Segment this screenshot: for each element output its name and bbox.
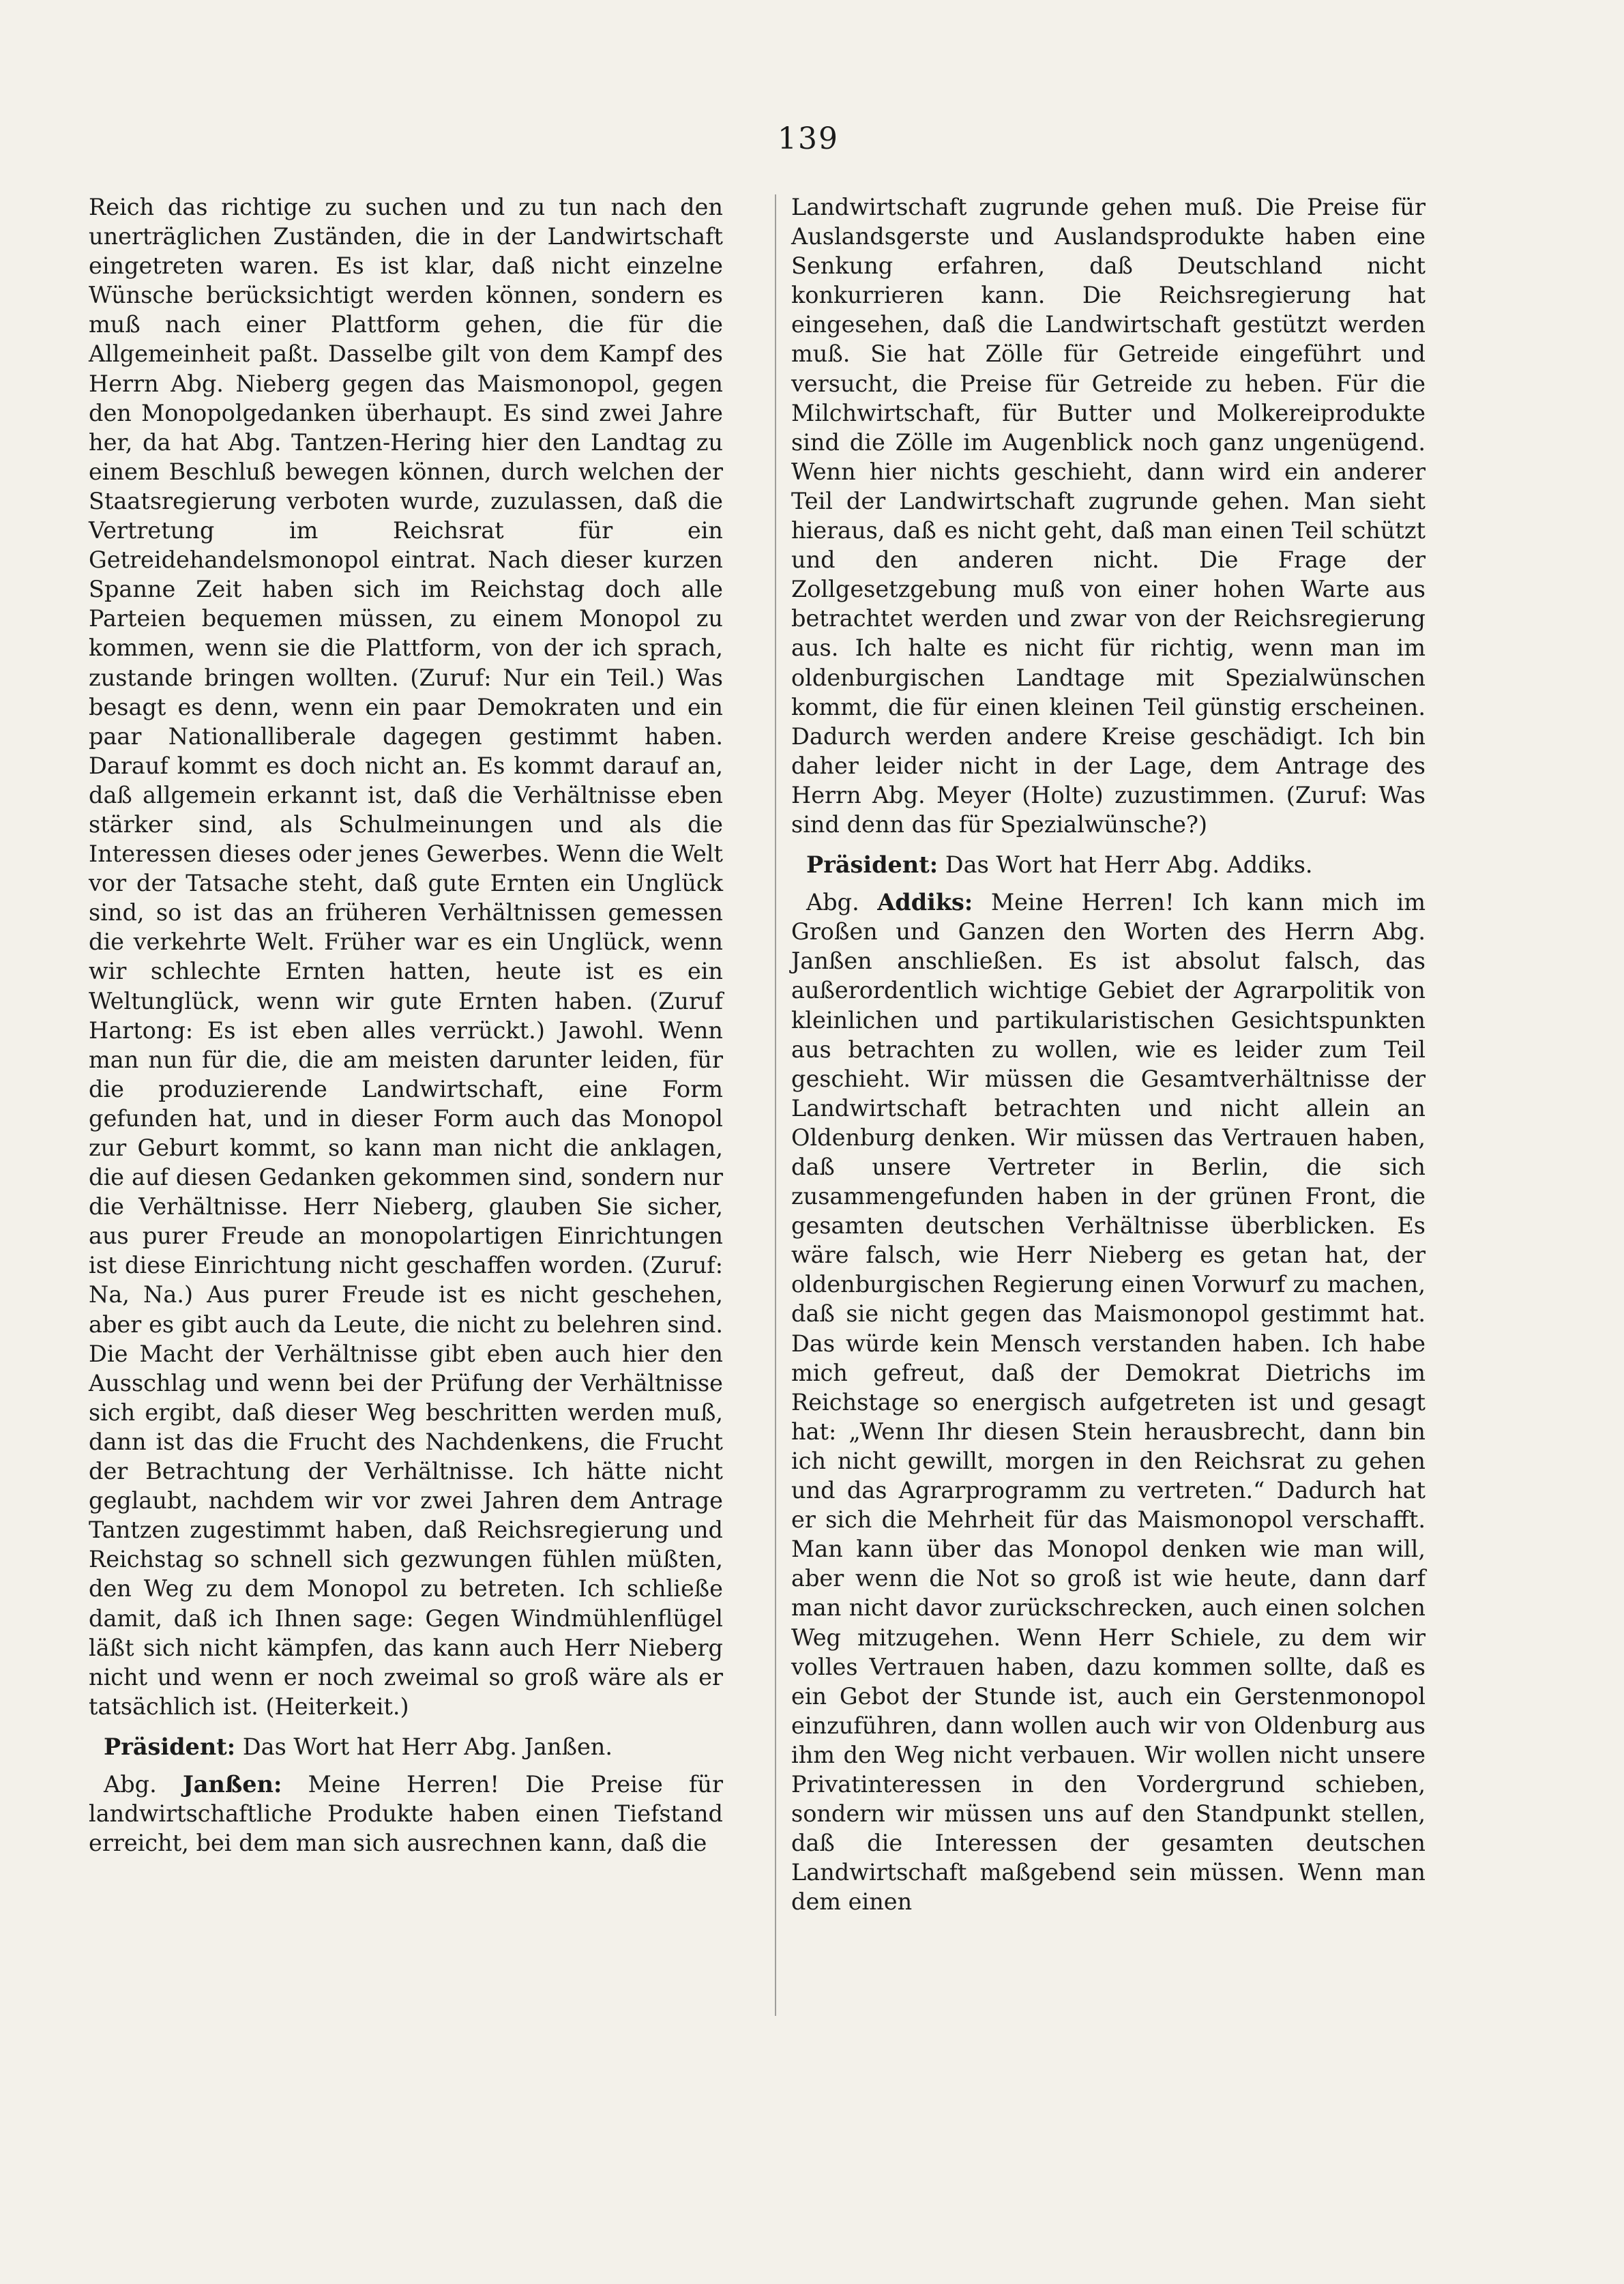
column-divider [775, 194, 776, 2016]
left-column [89, 192, 723, 1858]
president-label: Präsident: [104, 1733, 236, 1760]
left-paragraph-2 [89, 1770, 723, 1858]
left-president-line [89, 1732, 723, 1761]
speech-text: Meine Herren! Die Preise für landwirtschaftliche Produkte haben einen Tiefstand erreicht, bei dem man sich ausrechnen kann, daß die [89, 1770, 723, 1857]
speech-text: Meine Herren! Ich kann mich im Großen und Ganzen den Worten des Herrn Abg. Janßen anschließen. Es ist absolut falsch, das außerordentlich wichtige Gebiet der Agrarpolitik von kleinlichen und partikularistischen Gesichtspunkten aus betrachten zu wollen, wie es leider zum Teil geschieht. Wir müssen die Gesamtverhältnisse der Landwirtschaft betrachten und nicht allein an Oldenburg denken. Wir müssen das Vertrauen haben, daß unsere Vertreter in Berlin, die sich zusammengefunden haben in der grünen Front, die gesamten deutschen Verhältnisse überblicken. Es wäre falsch, wie Herr Nieberg es getan hat, der oldenburgischen Regierung einen Vorwurf zu machen, daß sie nicht gegen das Maismonopol gestimmt hat. Das würde kein Mensch verstanden haben. Ich habe mich gefreut, daß der Demokrat Dietrichs im Reichstage so energisch aufgetreten ist und gesagt hat: „Wenn Ihr diesen Stein herausbrecht, dann bin ich nicht gewillt, morgen in den Reichsrat zu gehen und das Agrarprogramm zu vertreten.“ Dadurch hat er sich die Mehrheit für das Maismonopol verschafft. Man kann über das Monopol denken wie man will, aber wenn die Not so groß ist wie heute, dann darf man nicht davor zurückschrecken, auch einen solchen Weg mitzugehen. Wenn Herr Schiele, zu dem wir volles Vertrauen haben, dazu kommen sollte, daß es ein Gebot der Stunde ist, auch ein Gerstenmonopol einzuführen, dann wollen auch wir von Oldenburg aus ihm den Weg nicht verbauen. Wir wollen nicht unsere Privatinteressen in den Vordergrund schieben, sondern wir müssen uns auf den Standpunkt stellen, daß die Interessen der gesamten deutschen Landwirtschaft maßgebend sein müssen. Wenn man dem einen [791, 889, 1426, 1916]
right-paragraph-1: Landwirtschaft zugrunde gehen muß. Die Preise für Auslandsgerste und Auslandsprodukte haben eine Senkung erfahren, daß Deutschland nicht konkurrieren kann. Die Reichsregierung hat eingesehen, daß die Landwirtschaft gestützt werden muß. Sie hat Zölle für Getreide eingeführt und versucht, die Preise für Getreide zu heben. Für die Milchwirtschaft, für Butter und Molkereiprodukte sind die Zölle im Augenblick noch ganz ungenügend. Wenn hier nichts geschieht, dann wird ein anderer Teil der Landwirtschaft zugrunde gehen. Man sieht hieraus, daß es nicht geht, daß man einen Teil schützt und den anderen nicht. Die Frage der Zollgesetzgebung muß von einer hohen Warte aus betrachtet werden und zwar von der Reichsregierung aus. Ich halte es nicht für richtig, wenn man im oldenburgischen Landtage mit Spezialwünschen kommt, die für einen kleinen Teil günstig erscheinen. Dadurch werden andere Kreise geschädigt. Ich bin daher leider nicht in der Lage, dem Antrage des Herrn Abg. Meyer (Holte) zuzustimmen. (Zuruf: Was sind denn das für Spezialwünsche?) [791, 194, 1426, 838]
speaker-name: Janßen: [182, 1770, 282, 1798]
speaker-prefix: Abg. [806, 889, 859, 916]
president-label: Präsident: [806, 851, 939, 879]
speaker-name: Addiks: [877, 889, 973, 916]
right-president-line [791, 850, 1426, 879]
speaker-prefix: Abg. [104, 1770, 157, 1798]
page-number: 139 [778, 121, 839, 156]
right-paragraph-2 [791, 888, 1426, 1916]
left-paragraph-1: Reich das richtige zu suchen und zu tun nach den unerträglichen Zuständen, die in der Landwirtschaft eingetreten waren. Es ist klar, daß nicht einzelne Wünsche berücksichtigt werden können, sondern es muß nach einer Plattform gehen, die für die Allgemeinheit paßt. Dasselbe gilt von dem Kampf des Herrn Abg. Nieberg gegen das Maismonopol, gegen den Monopolgedanken überhaupt. Es sind zwei Jahre her, da hat Abg. Tantzen-Hering hier den Landtag zu einem Beschluß bewegen können, durch welchen der Staatsregierung verboten wurde, zuzulassen, daß die Vertretung im Reichsrat für ein Getreidehandelsmonopol eintrat. Nach dieser kurzen Spanne Zeit haben sich im Reichstag doch alle Parteien bequemen müssen, zu einem Monopol zu kommen, wenn sie die Plattform, von der ich sprach, zustande bringen wollten. (Zuruf: Nur ein Teil.) Was besagt es denn, wenn ein paar Demokraten und ein paar Nationalliberale dagegen gestimmt haben. Darauf kommt es doch nicht an. Es kommt darauf an, daß allgemein erkannt ist, daß die Verhältnisse eben stärker sind, als Schulmeinungen und als die Interessen dieses oder jenes Gewerbes. Wenn die Welt vor der Tatsache steht, daß gute Ernten ein Unglück sind, so ist das an früheren Verhältnissen gemessen die verkehrte Welt. Früher war es ein Unglück, wenn wir schlechte Ernten hatten, heute ist es ein Weltunglück, wenn wir gute Ernten haben. (Zuruf Hartong: Es ist eben alles verrückt.) Jawohl. Wenn man nun für die, die am meisten darunter leiden, für die produzierende Landwirtschaft, eine Form gefunden hat, und in dieser Form auch das Monopol zur Geburt kommt, so kann man nicht die anklagen, die auf diesen Gedanken gekommen sind, sondern nur die Verhältnisse. Herr Nieberg, glauben Sie sicher, aus purer Freude an monopolartigen Einrichtungen ist diese Einrichtung nicht geschaffen worden. (Zuruf: Na, Na.) Aus purer Freude ist es nicht geschehen, aber es gibt auch da Leute, die nicht zu belehren sind. Die Macht der Verhältnisse gibt eben auch hier den Ausschlag und wenn bei der Prüfung der Verhältnisse sich ergibt, daß dieser Weg beschritten werden muß, dann ist das die Frucht des Nachdenkens, die Frucht der Betrachtung der Verhältnisse. Ich hätte nicht geglaubt, nachdem wir vor zwei Jahren dem Antrage Tantzen zugestimmt haben, daß Reichsregierung und Reichstag so schnell sich gezwungen fühlen müßten, den Weg zu dem Monopol zu betreten. Ich schließe damit, daß ich Ihnen sage: Gegen Windmühlenflügel läßt sich nicht kämpfen, das kann auch Herr Nieberg nicht und wenn er noch zweimal so groß wäre als er tatsächlich ist. (Heiterkeit.) [89, 194, 723, 1720]
president-text: Das Wort hat Herr Abg. Addiks. [945, 851, 1313, 879]
president-text: Das Wort hat Herr Abg. Janßen. [242, 1733, 613, 1760]
right-column [791, 192, 1426, 1916]
